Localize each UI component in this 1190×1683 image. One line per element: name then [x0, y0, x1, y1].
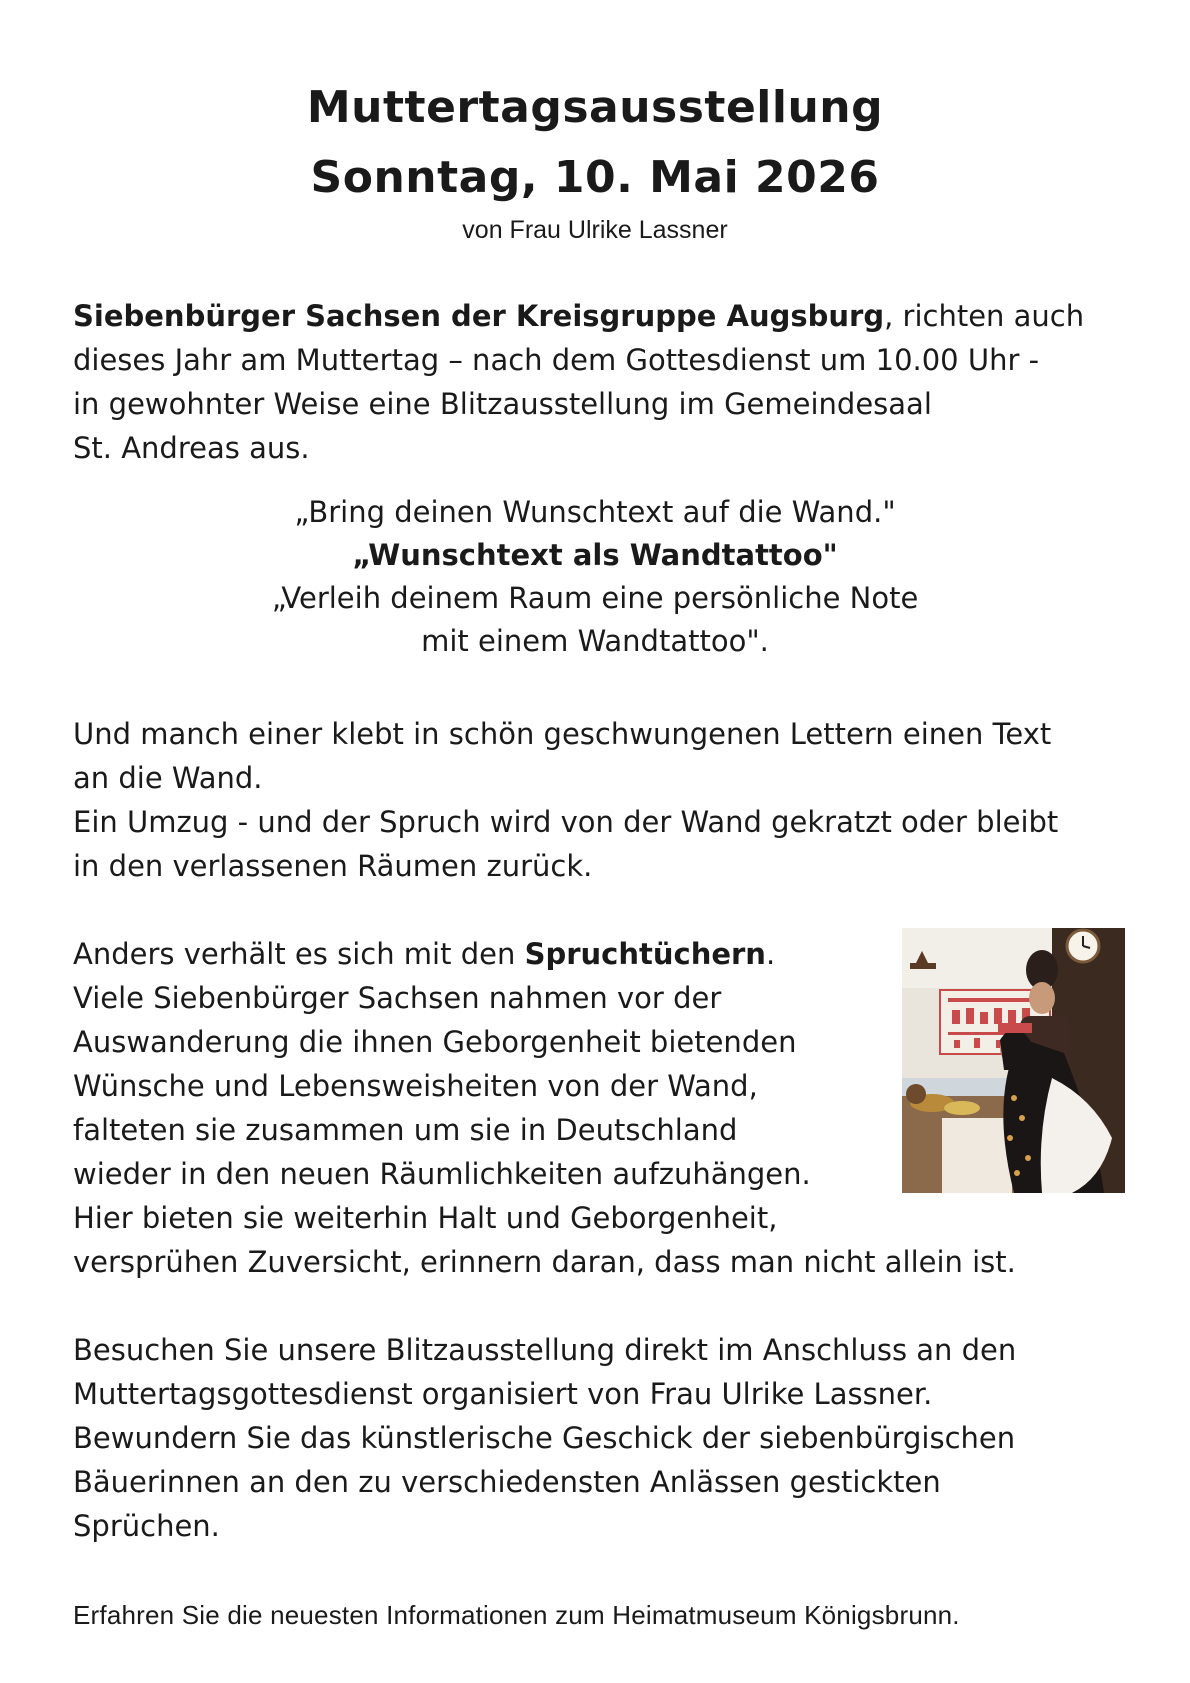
intro-line-4: St. Andreas aus. [73, 431, 310, 465]
quote-line-4: mit einem Wandtattoo". [421, 624, 769, 658]
para3-line-4: Wünsche und Lebensweisheiten von der Wand, [73, 1069, 758, 1103]
para4-line-3: Bewundern Sie das künstlerische Geschick der siebenbürgischen [73, 1421, 1016, 1455]
intro-line-1-rest: , richten auch [884, 299, 1085, 333]
para3-line-1-post: . [765, 937, 776, 971]
quote-line-2: „Wunschtext als Wandtattoo" [352, 538, 838, 572]
exhibition-photo [902, 928, 1125, 1193]
spruchtuecher-bold: Spruchtüchern [524, 937, 766, 971]
para2-line-1: Und manch einer klebt in schön geschwungenen Lettern einen Text [73, 717, 1052, 751]
author-line: von Frau Ulrike Lassner [462, 216, 728, 244]
para2-line-3: Ein Umzug - und der Spruch wird von der Wand gekratzt oder bleibt [73, 805, 1059, 839]
intro-line-3: in gewohnter Weise eine Blitzausstellung im Gemeindesaal [73, 387, 932, 421]
para4-line-5: Sprüchen. [73, 1509, 220, 1543]
para3-line-8: versprühen Zuversicht, erinnern daran, dass man nicht allein ist. [73, 1245, 1016, 1279]
para3-line-5: falteten sie zusammen um sie in Deutschland [73, 1113, 738, 1147]
event-date: Sonntag, 10. Mai 2026 [310, 152, 880, 203]
quote-line-3: „Verleih deinem Raum eine persönliche Note [271, 581, 919, 615]
para3-line-3: Auswanderung die ihnen Geborgenheit bietenden [73, 1025, 797, 1059]
para2-line-4: in den verlassenen Räumen zurück. [73, 849, 593, 883]
para4-line-2: Muttertagsgottesdienst organisiert von Frau Ulrike Lassner. [73, 1377, 933, 1411]
para3-line-1-pre: Anders verhält es sich mit den [73, 937, 525, 971]
quote-line-1: „Bring deinen Wunschtext auf die Wand." [294, 495, 896, 529]
para3-line-2: Viele Siebenbürger Sachsen nahmen vor der [73, 981, 722, 1015]
para3-line-7: Hier bieten sie weiterhin Halt und Geborgenheit, [73, 1201, 778, 1235]
para4-line-1: Besuchen Sie unsere Blitzausstellung direkt im Anschluss an den [73, 1333, 1017, 1367]
para4-line-4: Bäuerinnen an den zu verschiedensten Anlässen gestickten [73, 1465, 941, 1499]
page-title: Muttertagsausstellung [306, 82, 884, 133]
para2-line-2: an die Wand. [73, 761, 263, 795]
para3-line-6: wieder in den neuen Räumlichkeiten aufzuhängen. [73, 1157, 811, 1191]
intro-line-2: dieses Jahr am Muttertag – nach dem Gottesdienst um 10.00 Uhr - [73, 343, 1040, 377]
para3-line-1 [73, 932, 775, 976]
footer-note: Erfahren Sie die neuesten Informationen zum Heimatmuseum Königsbrunn. [73, 1600, 960, 1630]
intro-bold-lead: Siebenbürger Sachsen der Kreisgruppe Augsburg [73, 299, 885, 333]
intro-line-1 [73, 294, 1084, 338]
